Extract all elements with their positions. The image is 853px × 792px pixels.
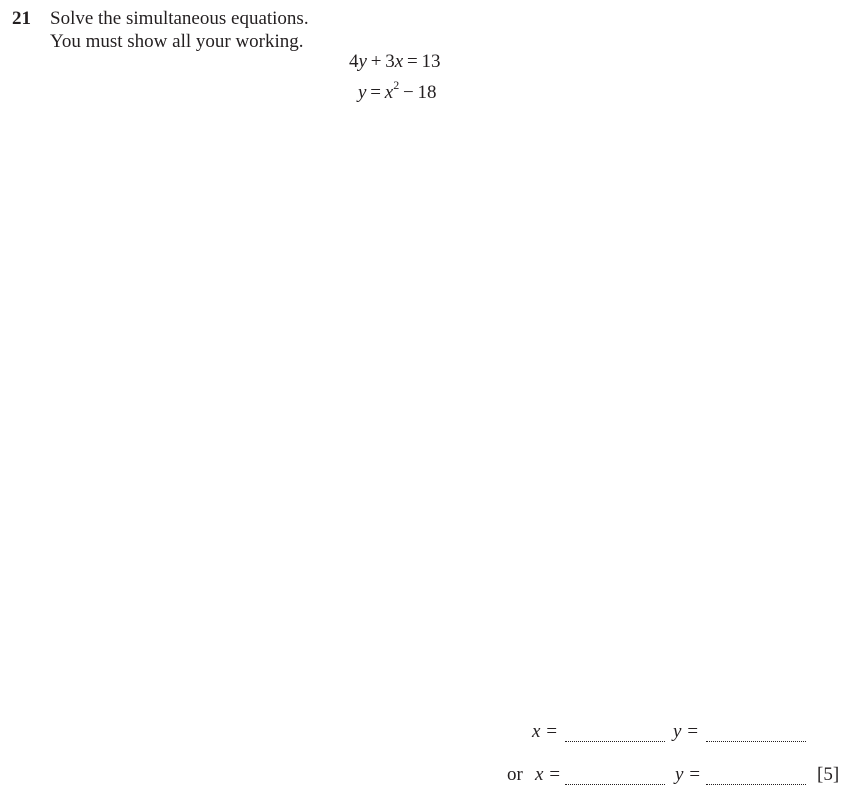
marks-label: [5] (817, 764, 840, 785)
answer-1-x-container (565, 722, 665, 744)
answer-1-y-label-text: y = (673, 721, 700, 742)
or-label: or (507, 764, 523, 785)
answer-1-x-label (532, 721, 558, 743)
answer-1-y-label (673, 721, 699, 743)
equation-2 (358, 77, 437, 104)
answer-2-y-label-text: y = (675, 764, 702, 785)
equation-1-text: 4y + 3x = 13 (349, 51, 441, 72)
question-instruction-2: You must show all your working. (50, 31, 304, 52)
question-instruction-1: Solve the simultaneous equations. (50, 8, 309, 29)
answer-2-x-label-text: x = (535, 764, 562, 785)
answer-2-x-container (565, 765, 665, 787)
answer-2-y-input[interactable] (706, 770, 806, 785)
answer-2-y-container (706, 765, 806, 787)
answer-1-y-input[interactable] (706, 727, 806, 742)
answer-2-x-label (535, 764, 561, 786)
equation-1 (349, 51, 441, 73)
answer-1-x-input[interactable] (565, 727, 665, 742)
answer-2-y-label (675, 764, 701, 786)
answer-1-x-label-text: x = (532, 721, 559, 742)
working-space[interactable] (40, 115, 840, 715)
equation-2-text: $y = x^2 - 18$ (358, 77, 437, 103)
answer-2-x-input[interactable] (565, 770, 665, 785)
question-number: 21 (12, 8, 31, 29)
answer-1-y-container (706, 722, 806, 744)
